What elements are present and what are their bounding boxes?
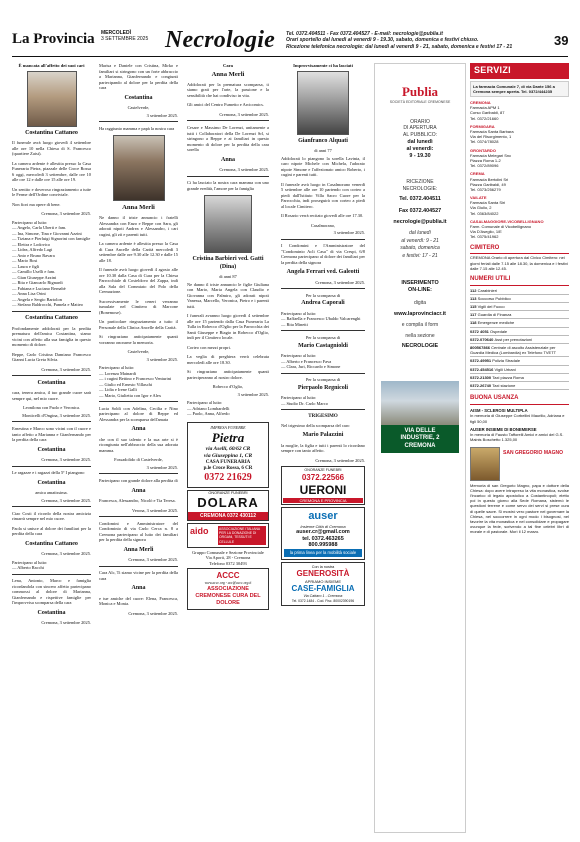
website-link[interactable]: www.laprovinciacr.it: [394, 310, 446, 317]
services-title: SERVIZI: [470, 63, 569, 79]
contact-info: Tel. 0372.404511 - Fax 0372.404527 - E-mail: necrologie@publia.it Orari sportello dal lunedì al venerdì 9 - 19.30, sabato, domenica e festivi chiuso. Ricezione telefonica necrologie: dal lunedì al venerdì 9 - 21, sabato, domenica e festivi 17 - 21: [286, 31, 513, 50]
mourner-entry: — Mario Bosi: [12, 258, 38, 264]
pietra-funeral-ad[interactable]: IMPRESA FUNEBRE Pietra via Aselli, 60/62 CR via Giuseppina 1, CR CASA FUNERARIA p.le Croce Rossa, 6 CR 0372 21629: [187, 422, 269, 488]
publia-email[interactable]: necrologie@publia.it: [393, 218, 447, 225]
mourner-entry: — Alberto e Francesco Fava: [281, 358, 332, 364]
portrait-photo: [27, 71, 77, 127]
mourner-entry: — Anto e Bruno Ravara: [12, 252, 55, 258]
obituary-column-2: Marisa e Daniele con Cristina, Mirko e familiari si stringono con un forte abbraccio a Marianna, Gianfernando e congiunti partecipando al dolore per la perdita della cara Costantina Castelverde, 3 settembre 2025. Ha raggiunto mamma e papà la nostra cara Anna Merli Ne danno il triste annuncio i fratelli Alessandra con Enzo e Beppe con Sara, gli adorati nipoti Andrea e Alessandro, i cari cugini, gli zii e parenti tutti. La camera ardente è allestita presso la Casa di Cura Ancelle della Carità mercoledì 3 settembre dalle ore 9.30 alle 12.30 e dalle 15 alle 18. Il funerale avrà luogo giovedì 4 agosto alle ore 10.30 dalla Casa di Cura per la Chiesa Parrocchiale di Costeldovo del Zappa, indi alla Sala del Commiato del Polo della Cremazione. Successivamente le ceneri verranno tumulate nel Cimitero di Marcone (Bonemose). Un particolare ringraziamento a tutto il Personale della Clinica Ancelle della Carità. Si ringraziano anticipatamente quanti vorranno onorarne la memoria. Castelverde, 3 settembre 2025. Partecipano al lutto: — Lorenza Mainardi — i cugini Bettino e Francesco Venturini — Giulio ed Ernesto Villaschi — Lidia e Irene Galli — Mario, Giulietta con Igor e Alex Lucia Soldi con Adelina, Cecilia e Nino partecipano al dolore di Beppe ed Alessandra per la scomparsa dell'amata Anna che con il suo talento e la sua arte si è ricongiunta nell'abbraccio della sua adorata mamma. Fossadolido di Castelverde, 3 settembre 2025. Partecipano con grande dolore alla perdita di Anna Francesca, Alessandro, Nicolò e Tia Teresa. Verona, 3 settembre 2025. Condomini e Amministratore del Condominio di via Carlo Cerca n. 8 a Cremona partecipano al lutto dei familiari per la perdita della signora Anna Merli Cremona, 3 settembre 2025. Cara Alc, Ti siamo vicine per la perdita della cara Anna e tue amiche del cuore: Elena, Francesca, Monica e Monia. Cremona, 3 settembre 2025.: [99, 63, 178, 616]
obituary-column-3: Cara Anna Merli Addolorati per la prematura scomparsa, ti siamo grati per l'arte, la passione e la sensibilità che hai condiviso in vita. Gli amici del Centro Fumetto e Arcicomics. Cremona, 3 settembre 2025. Cesare e Massimo De Lorenzi, unitamente a tutti i Collaboratori della De Lorenzi Srl, si stringono a Beppe e ai familiari in questo momento di dolore per la perdita della cara sorella Anna Cremona, 3 settembre 2025. Ci ha lasciato la nostra cara mamma con uno grande eredità, l'amore per la famiglia Cristina Barbieri ved. Gatti (Dina) di anni 87 Ne danno il triste annuncio le figlie Giuliana con Mario, Maria Angela con Claudio e Giovanna con Palmiro, gli adorati nipoti Vanessa, Marcello, Veronica, Pietro e i parenti tutti. I funerali avranno luogo giovedì 4 settembre alle ore 15 partendo dalla Casa Funeraria La Tulla in Robecco d'Oglio per la Parrocchia dei Santi Giuseppe e Biagio in Robecco d'Oglio, indi per il Cimitero locale. Corteo con mezzi propri. La veglia di preghiera verrà celebrata mercoledì alle ore 18.30. Si ringraziano anticipatamente quanti parteciperanno al nostro dolore. Robecco d'Oglio, 3 settembre 2025. Partecipano al lutto: — Adriano Lombardelli — Paolo, Anna, Alfredo IMPRESA FUNEBRE Pietra via Aselli, 60/62 CR via Giuseppina 1, CR CASA FUNERARIA p.le Croce Rossa, 6 CR 0372 21629 ONORANZE FUNEBRI DOLARA CREMONA 0372 430112 aido ASSOCIAZIONE ITALIANA PER LA DONAZIONE DI ORGANI, TESSUTI E CELLULE Gruppo Comunale e Sezione Provinciale Via Aporti, 28 - Cremona Telefono 0372 30493 ACCC www.accc.org - acc@accc.org.it ASSOCIAZIONE CREMONESE CURA DEL DOLORE: [187, 63, 269, 833]
mourner-entry: — Alberto Racchi: [12, 565, 44, 571]
mourner-entry: — Laura e figli: [12, 263, 40, 269]
mourner-entry: — i cugini Bettino e Francesco Venturini: [99, 376, 172, 382]
services-sidebar: SERVIZI La farmacia Comunale 7, di via Dante 156 a Cremona sempre aperta. Tel. 0372/444235 CREMONA Farmacia APM 1 Corso Garibaldi, 87 Tel. 0372/21660 FORMIGARA Farmacia Santa Barbara Via del Risorgimento, 1 Tel. 0374/78028 GRONTARDO Farmacia Melegari Snc Piazza Roma 1-2 Tel. 0372/89096 CREMA Farmacia Bertolini Sri Piazza Garibaldi, 49 Tel. 0373/256279 VAILATE Farmacia Santa Siri Via Giulio, 2 Tel. 0363/84022 CASALMAGGIORE-VICOBELLIGNANO Farm. Comunale di Vicobellignano Via D'Aseglio, 1/E Tel. 0375/41962 CIMITERO CREMONA Orario di apertura dal Civico Cimitero: nei giorni feriali dalle 7.15 alle 18.30, la domenica e i festivi dalle 7.15 alle 12.45. NUMERI UTILI 112 Carabinieri 113 Soccorso Pubblico 115 Vigili del Fuoco 117 Guardia di Finanza 118 Emergenze mediche 0372 4051 Ospedale 0372.070640 Asst per prenotazioni 800567866 Centrale di ascolto Assistenziale per Guardia Medica (Lombardia) ex Telefono TVETT 0372.49951 Polizia Stradale 0372.454516 Vigili Urbani 0372.21300 Taxi piazza Roma 0372.26740 Taxi stazione BUONA USANZA AISM - SCLEROSI MULTIPLA In memoria di Giuseppe Corbellini Maurilio, Adriana e figli 50,00 AUSER INSIEME DI BONEMERSE In memoria di Fausto Tafforelli Amici e amici del G.S. Mainis Boschetto 1.325,00 SAN GREGORIO MAGNO Memoria di san Gregorio Magno, papa e dottore della Chiesa: dopo avere intrapreso la vita monastica, svolse l'incarico di legato apostolico a Costantinopoli; eletto poi in questo giorno alla Sede Romana, sistemò le questioni terrene e come servo dei servi si prese cura di quelle sacre. Si mostrò vero pastore nel governare la Chiesa, nel soccorrere in ogni modo i bisognosi, nel favorire la vita monastica e nel consolidare e propagare ovunque la fede, scrivendo a tal fine celebri libri di morale e di pastorale. Morì il 12 marzo.: [470, 65, 569, 535]
newspaper-brand[interactable]: La Provincia: [12, 31, 95, 47]
useful-number[interactable]: 0372.454516 Vigili Urbani: [470, 366, 569, 374]
mourner-entry: — Angelo, Carla Uberti e fam.: [12, 225, 67, 231]
useful-number[interactable]: 115 Vigili del Fuoco: [470, 303, 569, 311]
publia-building-photo: [381, 381, 459, 425]
useful-numbers: [470, 287, 569, 390]
mourner-entry: — Lidia e Irene Galli: [99, 387, 137, 393]
useful-number[interactable]: 0372.070640 Asst per prenotazioni: [470, 336, 569, 344]
mourner-entry: — Mario, Giulietta con Igor e Alex: [99, 392, 162, 398]
obituary-column-1: È mancata all'affetto dei suoi cari Costantina Cattaneo Il funerale avrà luogo giovedì 4 settembre alle ore 10 nella Chiesa di S. Francesco (quartiere Zaist). La camera ardente è allestita presso la Casa Funeraria Pietra, piazzale delle Croce Rossa 6 oggi, mercoledì 3 settembre, dalle ore 10 alle ore 12 e dalle ore 15 alle ore 19. Un sentito e doveroso ringraziamento a tutte le Ferme dell'Ordine conviviale. Non fiori ma opere di bene. Cremona, 3 settembre 2025. Partecipano al lutto: — Angelo, Carla Uberti e fam. — Ina, Simone, Tina e Giovanni Azzini — Tiziana e Pierluigi Signorini con famiglie — Elettra e Lodovico — Lidea, Alfredo Lagi — Anto e Bruno Ravara — Mario Bosi — Laura e figli — Camillo Uselli e fam. — Gian Giuseppe Azzini — Rita e Giancarlo Rignardi — Fabiana e Luciano Bernabè — Anna Lisa Orini — Angela e Sergio Bartolon — Stefano Baldrocchi, Pamela e Matteo Costantina Cattaneo Profondamente addolorati per la perdita prematura dell'amica Costantina, siamo vicini con affetto alla sua famiglia in questo momento di dolore. Beppe, Carlo Cristina Damiano Francesco Gianni Lucia Greta Silvia. Cremona, 3 settembre 2025. Costantina cara, tenera amica, il tuo grande cuore sarà sempre qui, nel mio cuore. Leonilona con Paolo e Veronica. Monticelli d'Ongina, 3 settembre 2025. Ernestina e Marco sono vicini con il cuore e tanto affetto a Marianna e Gianfernando per la perdita della cara Costantina Cremona, 3 settembre 2025. Le ragazze e i ragazzi della 5ª I piangono Costantina amica amatissima. Cremona, 3 settembre 2025. Ciao Costi il ricordo della nostra amicizia rimarrà sempre nel mio cuore. Paola si unisce al dolore dei familiari per la perdita della cara Costantina Cattaneo Cremona, 3 settembre 2025. Partecipano al lutto: — Alberto Racchi Lena, Antonio, Marco e famiglia ricordandola con sincero affetto partecipano commossi al dolore di Marianna, Gianfernando e rispettive famiglie per l'improvvisa scomparsa della cara Costantina Cremona, 3 settembre 2025.: [12, 63, 91, 626]
mourner-entry: — Adriano Lombardelli: [187, 405, 230, 411]
mourner-entry: — Stefano Baldrocchi, Pamela e Matteo: [12, 302, 83, 308]
useful-number[interactable]: 800567866 Centrale di ascolto Assistenziale per Guardia Medica (Lombardia) ex Telefono TVETT: [470, 344, 569, 357]
mourner-entry: — Rita Minetti: [281, 321, 308, 327]
portrait-photo: [113, 135, 165, 201]
pharmacy-entry: GRONTARDO Farmacia Melegari Snc Piazza Roma 1-2 Tel. 0372/89096: [470, 147, 512, 169]
useful-number[interactable]: 0372.26740 Taxi stazione: [470, 382, 569, 390]
pharmacy-entry: CREMONA Farmacia APM 1 Corso Garibaldi, 87 Tel. 0372/21660: [470, 100, 505, 121]
issue-date: MERCOLEDÌ 3 SETTEMBRE 2025: [101, 30, 149, 42]
publia-phone[interactable]: Tel. 0372.404511: [399, 196, 441, 203]
mourner-entry: — Raffaella e Francesco Ubaldo Valcarenghi: [281, 316, 361, 322]
publia-fax[interactable]: Fax 0372.404527: [398, 207, 442, 214]
mourner-entry: — Paolo, Anna, Alfredo: [187, 411, 230, 417]
mourner-entry: — Camillo Uselli e fam.: [12, 269, 56, 275]
mourner-entry: — Elettra e Lodovico: [12, 241, 51, 247]
publia-logo: Publia: [401, 84, 439, 99]
portrait-photo: [204, 195, 252, 253]
case-famiglia-ad[interactable]: Con la nostra GENEROSITÀ APRIAMO INSIEME CASE-FAMIGLIA Via Cattaro 1 - Cremona Tel. 0372.1484 - Cod. Fisc. 80002390196: [281, 562, 365, 606]
page-number: 39: [554, 33, 569, 48]
mourner-entry: — Anna Lisa Orini: [12, 291, 46, 297]
mourner-entry: — Tiziana e Pierluigi Signorini con famiglie: [12, 236, 91, 242]
useful-number[interactable]: 117 Guardia di Finanza: [470, 311, 569, 319]
mourner-entry: — Clara, Juri, Riccardo e Simone: [281, 364, 341, 370]
deceased-name: Costantina Cattaneo: [25, 129, 78, 136]
mourner-entry: — Fabiana e Luciano Bernabè: [12, 285, 66, 291]
mourner-entry: — Gian Giuseppe Azzini: [12, 274, 57, 280]
useful-number[interactable]: 0372.49951 Polizia Stradale: [470, 357, 569, 365]
useful-number[interactable]: 113 Soccorso Pubblico: [470, 295, 569, 303]
useful-number[interactable]: 0372 4051 Ospedale: [470, 328, 569, 336]
obituary-column-4: Improvvisamente ci ha lasciati Gianfranco Alquati di anni 77 Addolorati lo piangono la sorella Lavinia, il caro nipote Michele con Michela, l'adorato nipote Simone e l'affezionato amico Roberto, i cugini e parenti tutti. Il funerale avrà luogo in Casalmorano venerdì 5 settembre alle ore 10 partendo con corteo a piedi dall'Istituto Villa Sacro Cuore per la Parrocchia, indi proseguirà con corteo a piedi al locale Cimitero. Il Rosario verrà recitato giovedì alle ore 17.30. Casalmorano, 3 settembre 2025. I Condomini e l'Amministratore del "Condominio Acli Casa" di via Crespi, 6/8 Cremona partecipano al dolore dei familiari per la perdita della signora Angela Ferrari ved. Galeotti Cremona, 3 settembre 2025. Per la scomparsa di Andrea Caporali Partecipano al lutto: — Raffaella e Francesco Ubaldo Valcarenghi — Rita Minetti Per la scomparsa di Mario Castagnioldi Partecipano al lutto: — Alberto e Francesco Fava — Clara, Juri, Riccardo e Simone Per la scomparsa di Pierpaolo Regnicoli Partecipano al lutto: — Studio Dr. Carlo Marco TRIGESIMO Nel trigesimo della scomparsa del caro Mario Palazzini la moglie, la figlia e tutti i parenti lo ricordano sempre con tanto affetto. Cremona, 3 settembre 2025. ONORANZE FUNEBRI 0372.22566 UERONI CREMONA E PROVINCIA auser Insieme Città di Cremona auser.cr@gmail.com tel. 0372.463265 800.995988 la prima linea per la mobilità sociale Con la nostra GENEROSITÀ APRIAMO INSIEME CASE-FAMIGLIA Via Cattaro 1 - Cremona Tel. 0372.1484 - Cod. Fisc. 80002390196: [281, 63, 365, 833]
aido-address: Gruppo Comunale e Sezione Provinciale Via Aporti, 28 - Cremona Telefono 0372 30493: [192, 549, 264, 566]
mourner-entry: — Lorenza Mainardi: [99, 370, 137, 376]
ueroni-funeral-ad[interactable]: ONORANZE FUNEBRI 0372.22566 UERONI CREMONA E PROVINCIA: [281, 466, 365, 504]
pharmacy-entry: FORMIGARA Farmacia Santa Barbara Via del Risorgimento, 1 Tel. 0374/78028: [470, 123, 514, 145]
section-title: Necrologie: [165, 27, 275, 53]
accc-ad[interactable]: ACCC www.accc.org - acc@accc.org.it ASSOCIAZIONE CREMONESE CURA DEL DOLORE: [187, 568, 269, 609]
header-divider: [12, 56, 568, 57]
aido-ad[interactable]: aido ASSOCIAZIONE ITALIANA PER LA DONAZIONE DI ORGANI, TESSUTI E CELLULE: [187, 523, 269, 548]
mourner-entry: — Ina, Simone, Tina e Giovanni Azzini: [12, 230, 82, 236]
pharmacy-list: [470, 100, 569, 240]
dolara-funeral-ad[interactable]: ONORANZE FUNEBRI DOLARA CREMONA 0372 430112: [187, 490, 269, 521]
mourner-entry: — Angela e Sergio Bartolon: [12, 296, 62, 302]
pharmacy-entry: CASALMAGGIORE-VICOBELLIGNANO Farm. Comunale di Vicobellignano Via D'Aseglio, 1/E Tel. 0375/41962: [470, 218, 544, 240]
saint-icon: [470, 447, 500, 481]
publia-info-box: Publia SOCIETÀ EDITORIALE CREMONESE ORARIO DI APERTURA AL PUBBLICO: dal lunedì al venerdì: 9 - 19.30 RICEZIONE NECROLOGIE: Tel. 0372.404511 Fax 0372.404527 necrologie@publia.it dal lunedì al venerdì: 9 - 21 sabato, domenica e festivi: 17 - 21 INSERIMENTO ON-LINE: digita www.laprovinciacr.it e compila il form nella sezione NECROLOGIE VIA DELLE INDUSTRIE, 2 CREMONA: [374, 63, 466, 833]
useful-number[interactable]: 112 Carabinieri: [470, 287, 569, 295]
pharmacy-entry: CREMA Farmacia Bertolini Sri Piazza Garibaldi, 49 Tel. 0373/256279: [470, 171, 509, 192]
mourner-entry: — Studio Dr. Carlo Marco: [281, 400, 328, 406]
useful-number[interactable]: 118 Emergenze mediche: [470, 319, 569, 327]
publia-address: VIA DELLE INDUSTRIE, 2 CREMONA: [381, 425, 459, 454]
portrait-photo: [297, 71, 349, 135]
mourner-entry: — Lidea, Alfredo Lagi: [12, 247, 53, 253]
mourner-entry: — Giulio ed Ernesto Villaschi: [99, 381, 153, 387]
mourner-entry: — Rita e Giancarlo Rignardi: [12, 280, 63, 286]
pharmacy-entry: VAILATE Farmacia Santa Siri Via Giulio, 2 Tel. 0363/84022: [470, 195, 506, 216]
auser-ad[interactable]: auser Insieme Città di Cremona auser.cr@gmail.com tel. 0372.463265 800.995988 la prima linea per la mobilità sociale: [281, 507, 365, 560]
useful-number[interactable]: 0372.21300 Taxi piazza Roma: [470, 374, 569, 382]
